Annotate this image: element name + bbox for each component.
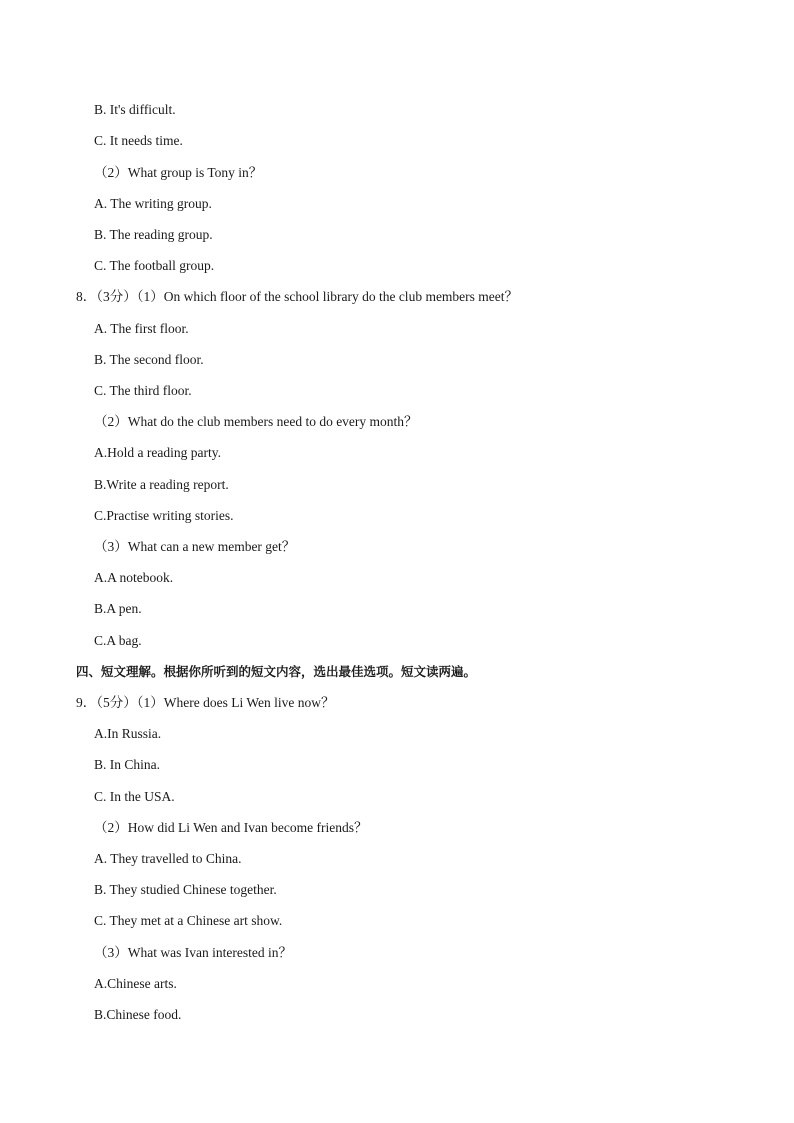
option-line: C. In the USA.: [94, 789, 175, 804]
option-line: B.Chinese food.: [94, 1007, 182, 1022]
option-line: C. It needs time.: [94, 133, 183, 148]
sub-question-line: （3）What was Ivan interested in？: [94, 945, 292, 960]
option-line: B. In China.: [94, 757, 160, 772]
section-heading: 四、短文理解。根据你所听到的短文内容，选出最佳选项。短文读两遍。: [76, 664, 477, 679]
option-line: A.In Russia.: [94, 726, 162, 741]
question-line: 9．（5分）（1）Where does Li Wen live now？: [76, 695, 335, 710]
option-line: A.Hold a reading party.: [94, 445, 221, 460]
option-line: B. The second floor.: [94, 352, 204, 367]
option-line: A. They travelled to China.: [94, 851, 242, 866]
sub-question-line: （2）What do the club members need to do every month？: [94, 414, 418, 429]
question-line: 8．（3分）（1）On which floor of the school library do the club members meet？: [76, 289, 519, 304]
option-line: B. It's difficult.: [94, 102, 176, 117]
option-line: A.A notebook.: [94, 570, 174, 585]
option-line: A.Chinese arts.: [94, 976, 177, 991]
option-line: C.A bag.: [94, 633, 142, 648]
option-line: C. The third floor.: [94, 383, 192, 398]
option-line: B.A pen.: [94, 601, 142, 616]
option-line: A. The first floor.: [94, 321, 189, 336]
option-line: C.Practise writing stories.: [94, 508, 234, 523]
option-line: C. They met at a Chinese art show.: [94, 913, 283, 928]
option-line: C. The football group.: [94, 258, 215, 273]
sub-question-line: （2）How did Li Wen and Ivan become friends？: [94, 820, 368, 835]
option-line: A. The writing group.: [94, 196, 212, 211]
option-line: B. They studied Chinese together.: [94, 882, 277, 897]
sub-question-line: （3）What can a new member get？: [94, 539, 296, 554]
option-line: B. The reading group.: [94, 227, 213, 242]
option-line: B.Write a reading report.: [94, 477, 229, 492]
sub-question-line: （2）What group is Tony in？: [94, 165, 263, 180]
